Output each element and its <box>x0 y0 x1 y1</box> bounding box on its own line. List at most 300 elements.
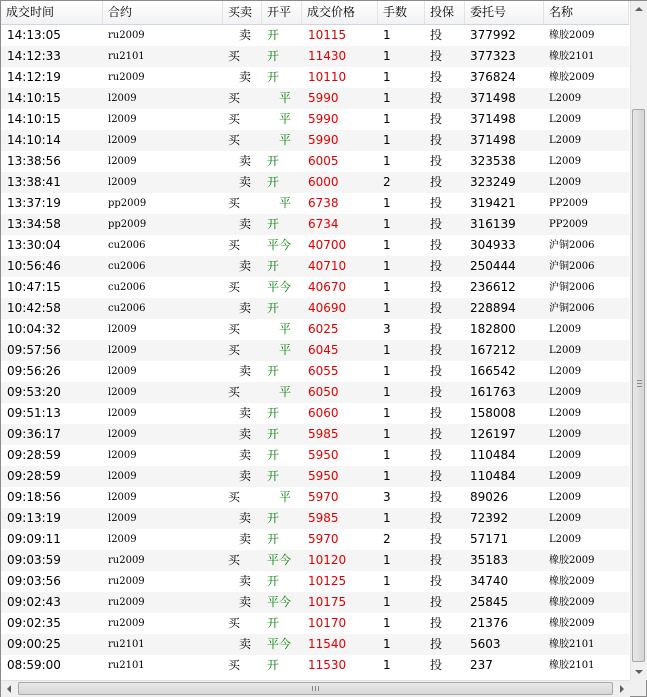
cell-name: L2009 <box>549 513 582 524</box>
column-header-openclose[interactable]: 开平 <box>262 1 302 24</box>
arrow-left-icon <box>7 685 11 693</box>
cell-hedge: 投 <box>430 238 443 252</box>
cell-openclose: 平今 <box>267 637 292 651</box>
cell-side: 卖 <box>239 637 252 651</box>
cell-order-no: 25845 <box>470 595 509 609</box>
cell-time: 14:13:05 <box>7 28 61 42</box>
cell-time: 09:57:56 <box>7 343 61 357</box>
cell-name: 橡胶2009 <box>549 72 595 83</box>
table-row[interactable] <box>1 445 629 466</box>
cell-time: 09:03:56 <box>7 574 61 588</box>
table-row[interactable] <box>1 382 629 403</box>
cell-name: 橡胶2009 <box>549 555 595 566</box>
table-row[interactable] <box>1 655 629 676</box>
table-row[interactable] <box>1 340 629 361</box>
cell-lots: 1 <box>383 616 391 630</box>
cell-name: L2009 <box>549 324 582 335</box>
cell-contract: l2009 <box>108 492 137 503</box>
cell-openclose: 开 <box>267 154 280 168</box>
cell-openclose: 开 <box>267 532 280 546</box>
cell-price: 40710 <box>308 259 347 273</box>
cell-name: 橡胶2101 <box>549 51 595 62</box>
column-header-order-no[interactable]: 委托号 <box>465 1 544 24</box>
cell-hedge: 投 <box>430 427 443 441</box>
table-row[interactable] <box>1 361 629 382</box>
cell-order-no: 377323 <box>470 49 516 63</box>
cell-lots: 1 <box>383 91 391 105</box>
column-header-lots[interactable]: 手数 <box>378 1 425 24</box>
cell-contract: ru2101 <box>108 639 145 650</box>
cell-side: 买 <box>228 553 241 567</box>
cell-hedge: 投 <box>430 91 443 105</box>
cell-order-no: 35183 <box>470 553 509 567</box>
cell-hedge: 投 <box>430 616 443 630</box>
cell-time: 09:51:13 <box>7 406 61 420</box>
cell-price: 10110 <box>308 70 347 84</box>
table-row[interactable] <box>1 466 629 487</box>
cell-name: 沪铜2006 <box>549 282 595 293</box>
cell-side: 卖 <box>239 217 252 231</box>
cell-contract: l2009 <box>108 135 137 146</box>
cell-name: 橡胶2009 <box>549 30 595 41</box>
cell-side: 卖 <box>239 28 252 42</box>
cell-name: 橡胶2101 <box>549 639 595 650</box>
cell-order-no: 376824 <box>470 70 516 84</box>
cell-side: 卖 <box>239 364 252 378</box>
cell-contract: l2009 <box>108 534 137 545</box>
cell-time: 09:09:11 <box>7 532 61 546</box>
cell-openclose: 平 <box>279 343 292 357</box>
cell-time: 09:18:56 <box>7 490 61 504</box>
cell-contract: ru2009 <box>108 618 145 629</box>
cell-name: L2009 <box>549 366 582 377</box>
cell-openclose: 开 <box>267 259 280 273</box>
cell-contract: ru2101 <box>108 51 145 62</box>
cell-order-no: 304933 <box>470 238 516 252</box>
arrow-down-icon <box>635 670 643 674</box>
table-row[interactable] <box>1 151 629 172</box>
cell-contract: pp2009 <box>108 219 147 230</box>
cell-time: 09:56:26 <box>7 364 61 378</box>
scroll-left-button[interactable] <box>1 681 17 697</box>
cell-contract: ru2009 <box>108 555 145 566</box>
vertical-scrollbar[interactable] <box>630 1 647 680</box>
cell-hedge: 投 <box>430 259 443 273</box>
column-header-name[interactable]: 名称 <box>544 1 629 24</box>
table-row[interactable] <box>1 193 629 214</box>
cell-price: 5990 <box>308 133 339 147</box>
grip-icon <box>315 686 316 691</box>
table-row[interactable] <box>1 592 629 613</box>
cell-openclose: 开 <box>267 70 280 84</box>
cell-openclose: 开 <box>267 301 280 315</box>
cell-order-no: 371498 <box>470 91 516 105</box>
cell-name: L2009 <box>549 450 582 461</box>
cell-contract: l2009 <box>108 345 137 356</box>
cell-price: 10115 <box>308 28 347 42</box>
cell-lots: 1 <box>383 112 391 126</box>
cell-hedge: 投 <box>430 217 443 231</box>
cell-time: 09:02:35 <box>7 616 61 630</box>
cell-side: 买 <box>228 112 241 126</box>
cell-order-no: 237 <box>470 658 493 672</box>
cell-openclose: 开 <box>267 49 280 63</box>
cell-openclose: 平今 <box>267 595 292 609</box>
cell-lots: 1 <box>383 70 391 84</box>
cell-openclose: 开 <box>267 364 280 378</box>
cell-hedge: 投 <box>430 553 443 567</box>
cell-hedge: 投 <box>430 637 443 651</box>
table-row[interactable] <box>1 613 629 634</box>
cell-lots: 1 <box>383 238 391 252</box>
cell-lots: 3 <box>383 490 391 504</box>
cell-lots: 1 <box>383 427 391 441</box>
table-row[interactable] <box>1 571 629 592</box>
cell-hedge: 投 <box>430 595 443 609</box>
cell-side: 卖 <box>239 301 252 315</box>
cell-side: 卖 <box>239 532 252 546</box>
cell-openclose: 平 <box>279 91 292 105</box>
cell-contract: l2009 <box>108 471 137 482</box>
column-header-contract[interactable]: 合约 <box>103 1 223 24</box>
cell-time: 14:12:33 <box>7 49 61 63</box>
cell-order-no: 228894 <box>470 301 516 315</box>
cell-price: 40670 <box>308 280 347 294</box>
cell-hedge: 投 <box>430 112 443 126</box>
cell-name: L2009 <box>549 114 582 125</box>
table-row[interactable] <box>1 235 629 256</box>
cell-lots: 1 <box>383 406 391 420</box>
cell-order-no: 89026 <box>470 490 509 504</box>
cell-openclose: 开 <box>267 448 280 462</box>
cell-time: 10:56:46 <box>7 259 61 273</box>
cell-openclose: 平 <box>279 133 292 147</box>
cell-time: 13:30:04 <box>7 238 61 252</box>
cell-hedge: 投 <box>430 343 443 357</box>
cell-order-no: 161763 <box>470 385 516 399</box>
column-header-time[interactable]: 成交时间 <box>1 1 103 24</box>
cell-contract: l2009 <box>108 513 137 524</box>
cell-order-no: 34740 <box>470 574 509 588</box>
table-row[interactable] <box>1 46 629 67</box>
cell-contract: cu2006 <box>108 303 146 314</box>
cell-name: 橡胶2009 <box>549 597 595 608</box>
cell-order-no: 377992 <box>470 28 516 42</box>
cell-price: 6000 <box>308 175 339 189</box>
cell-order-no: 236612 <box>470 280 516 294</box>
cell-side: 买 <box>228 238 241 252</box>
cell-name: 橡胶2101 <box>549 660 595 671</box>
cell-order-no: 110484 <box>470 448 516 462</box>
cell-openclose: 开 <box>267 511 280 525</box>
cell-price: 5990 <box>308 91 339 105</box>
cell-lots: 1 <box>383 196 391 210</box>
cell-hedge: 投 <box>430 574 443 588</box>
arrow-up-icon <box>635 7 643 11</box>
cell-lots: 1 <box>383 217 391 231</box>
cell-time: 09:13:19 <box>7 511 61 525</box>
cell-openclose: 开 <box>267 28 280 42</box>
column-header-side[interactable]: 买卖 <box>223 1 262 24</box>
cell-contract: l2009 <box>108 324 137 335</box>
cell-lots: 1 <box>383 301 391 315</box>
cell-price: 6025 <box>308 322 339 336</box>
cell-price: 6050 <box>308 385 339 399</box>
cell-hedge: 投 <box>430 301 443 315</box>
cell-price: 5985 <box>308 511 339 525</box>
table-row[interactable] <box>1 529 629 550</box>
cell-name: L2009 <box>549 534 582 545</box>
cell-order-no: 110484 <box>470 469 516 483</box>
cell-side: 买 <box>228 385 241 399</box>
arrow-right-icon <box>620 685 624 693</box>
cell-openclose: 平 <box>279 112 292 126</box>
cell-hedge: 投 <box>430 154 443 168</box>
cell-side: 卖 <box>239 406 252 420</box>
cell-name: L2009 <box>549 156 582 167</box>
cell-hedge: 投 <box>430 133 443 147</box>
cell-price: 10120 <box>308 553 347 567</box>
column-header-hedge[interactable]: 投保 <box>425 1 465 24</box>
column-header-price[interactable]: 成交价格 <box>302 1 378 24</box>
cell-side: 买 <box>228 133 241 147</box>
table-row[interactable] <box>1 172 629 193</box>
cell-side: 买 <box>228 91 241 105</box>
cell-openclose: 平 <box>279 385 292 399</box>
cell-side: 买 <box>228 322 241 336</box>
cell-name: 沪铜2006 <box>549 240 595 251</box>
cell-time: 09:03:59 <box>7 553 61 567</box>
cell-price: 11430 <box>308 49 347 63</box>
cell-hedge: 投 <box>430 406 443 420</box>
cell-lots: 1 <box>383 343 391 357</box>
cell-openclose: 开 <box>267 616 280 630</box>
cell-price: 6055 <box>308 364 339 378</box>
cell-side: 卖 <box>239 175 252 189</box>
cell-contract: ru2009 <box>108 30 145 41</box>
cell-time: 13:38:56 <box>7 154 61 168</box>
cell-hedge: 投 <box>430 49 443 63</box>
cell-time: 10:42:58 <box>7 301 61 315</box>
cell-side: 卖 <box>239 574 252 588</box>
cell-side: 买 <box>228 616 241 630</box>
cell-contract: l2009 <box>108 408 137 419</box>
cell-lots: 1 <box>383 133 391 147</box>
cell-time: 13:38:41 <box>7 175 61 189</box>
cell-time: 09:36:17 <box>7 427 61 441</box>
cell-contract: ru2009 <box>108 72 145 83</box>
cell-lots: 1 <box>383 49 391 63</box>
cell-name: L2009 <box>549 93 582 104</box>
cell-price: 5990 <box>308 112 339 126</box>
table-row[interactable] <box>1 424 629 445</box>
cell-price: 40700 <box>308 238 347 252</box>
cell-hedge: 投 <box>430 658 443 672</box>
cell-side: 卖 <box>239 511 252 525</box>
cell-price: 6060 <box>308 406 339 420</box>
cell-order-no: 323538 <box>470 154 516 168</box>
cell-time: 09:28:59 <box>7 469 61 483</box>
cell-order-no: 167212 <box>470 343 516 357</box>
table-row[interactable] <box>1 88 629 109</box>
cell-order-no: 371498 <box>470 112 516 126</box>
table-row[interactable] <box>1 130 629 151</box>
cell-contract: ru2009 <box>108 576 145 587</box>
cell-side: 卖 <box>239 259 252 273</box>
cell-contract: cu2006 <box>108 282 146 293</box>
table-row[interactable] <box>1 298 629 319</box>
table-row[interactable] <box>1 277 629 298</box>
cell-price: 5970 <box>308 532 339 546</box>
cell-order-no: 126197 <box>470 427 516 441</box>
cell-hedge: 投 <box>430 175 443 189</box>
table-row[interactable] <box>1 109 629 130</box>
cell-price: 5985 <box>308 427 339 441</box>
cell-lots: 1 <box>383 574 391 588</box>
cell-openclose: 开 <box>267 469 280 483</box>
cell-name: L2009 <box>549 429 582 440</box>
cell-side: 卖 <box>239 448 252 462</box>
cell-price: 6045 <box>308 343 339 357</box>
table-row[interactable] <box>1 319 629 340</box>
cell-name: 沪铜2006 <box>549 261 595 272</box>
table-body <box>1 25 629 680</box>
table-row[interactable] <box>1 508 629 529</box>
vertical-scroll-thumb[interactable] <box>632 109 645 662</box>
cell-order-no: 250444 <box>470 259 516 273</box>
cell-contract: l2009 <box>108 156 137 167</box>
grip-icon <box>637 386 642 387</box>
cell-lots: 1 <box>383 28 391 42</box>
cell-name: PP2009 <box>549 198 588 209</box>
cell-contract: l2009 <box>108 114 137 125</box>
cell-order-no: 182800 <box>470 322 516 336</box>
cell-openclose: 平今 <box>267 553 292 567</box>
cell-openclose: 平 <box>279 490 292 504</box>
cell-contract: cu2006 <box>108 240 146 251</box>
cell-lots: 1 <box>383 448 391 462</box>
cell-contract: ru2101 <box>108 660 145 671</box>
table-row[interactable] <box>1 214 629 235</box>
table-row[interactable] <box>1 67 629 88</box>
cell-time: 09:02:43 <box>7 595 61 609</box>
cell-time: 10:04:32 <box>7 322 61 336</box>
horizontal-scroll-thumb[interactable] <box>18 682 613 695</box>
cell-order-no: 57171 <box>470 532 509 546</box>
cell-time: 13:34:58 <box>7 217 61 231</box>
cell-contract: l2009 <box>108 366 137 377</box>
cell-time: 14:10:14 <box>7 133 61 147</box>
table-row[interactable] <box>1 25 629 46</box>
cell-side: 买 <box>228 49 241 63</box>
cell-side: 卖 <box>239 469 252 483</box>
cell-openclose: 平今 <box>267 280 292 294</box>
cell-openclose: 平 <box>279 196 292 210</box>
cell-price: 6734 <box>308 217 339 231</box>
cell-lots: 1 <box>383 553 391 567</box>
cell-side: 买 <box>228 658 241 672</box>
cell-openclose: 平今 <box>267 238 292 252</box>
cell-contract: l2009 <box>108 387 137 398</box>
scrollbar-corner <box>630 680 646 696</box>
cell-side: 买 <box>228 343 241 357</box>
cell-order-no: 21376 <box>470 616 509 630</box>
cell-order-no: 323249 <box>470 175 516 189</box>
table-row[interactable] <box>1 634 629 655</box>
cell-lots: 1 <box>383 658 391 672</box>
cell-name: 橡胶2009 <box>549 618 595 629</box>
cell-price: 5970 <box>308 490 339 504</box>
cell-hedge: 投 <box>430 280 443 294</box>
cell-lots: 2 <box>383 532 391 546</box>
cell-hedge: 投 <box>430 448 443 462</box>
cell-hedge: 投 <box>430 196 443 210</box>
cell-price: 5950 <box>308 448 339 462</box>
table-row[interactable] <box>1 487 629 508</box>
cell-openclose: 开 <box>267 406 280 420</box>
cell-name: L2009 <box>549 471 582 482</box>
cell-contract: l2009 <box>108 93 137 104</box>
cell-hedge: 投 <box>430 322 443 336</box>
table-row[interactable] <box>1 256 629 277</box>
cell-name: L2009 <box>549 387 582 398</box>
cell-order-no: 158008 <box>470 406 516 420</box>
cell-lots: 1 <box>383 511 391 525</box>
cell-openclose: 开 <box>267 175 280 189</box>
cell-lots: 1 <box>383 469 391 483</box>
cell-time: 13:37:19 <box>7 196 61 210</box>
scroll-right-button[interactable] <box>614 681 630 697</box>
cell-price: 10175 <box>308 595 347 609</box>
cell-name: L2009 <box>549 135 582 146</box>
grip-icon <box>637 383 642 384</box>
cell-contract: l2009 <box>108 450 137 461</box>
scroll-up-button[interactable] <box>631 1 647 17</box>
grip-icon <box>318 686 319 691</box>
horizontal-scrollbar[interactable] <box>1 680 630 697</box>
cell-openclose: 平 <box>279 322 292 336</box>
cell-hedge: 投 <box>430 364 443 378</box>
cell-name: L2009 <box>549 177 582 188</box>
cell-contract: ru2009 <box>108 597 145 608</box>
cell-contract: pp2009 <box>108 198 147 209</box>
scroll-down-button[interactable] <box>631 664 647 680</box>
cell-openclose: 开 <box>267 217 280 231</box>
cell-price: 5950 <box>308 469 339 483</box>
cell-hedge: 投 <box>430 28 443 42</box>
cell-name: PP2009 <box>549 219 588 230</box>
cell-time: 08:59:00 <box>7 658 61 672</box>
cell-order-no: 72392 <box>470 511 509 525</box>
cell-contract: l2009 <box>108 177 137 188</box>
cell-side: 卖 <box>239 427 252 441</box>
cell-price: 6005 <box>308 154 339 168</box>
cell-price: 40690 <box>308 301 347 315</box>
cell-side: 买 <box>228 196 241 210</box>
table-row[interactable] <box>1 550 629 571</box>
cell-price: 11540 <box>308 637 347 651</box>
grip-icon <box>637 380 642 381</box>
cell-order-no: 316139 <box>470 217 516 231</box>
cell-lots: 1 <box>383 385 391 399</box>
cell-hedge: 投 <box>430 70 443 84</box>
cell-name: 橡胶2009 <box>549 576 595 587</box>
cell-order-no: 371498 <box>470 133 516 147</box>
cell-side: 卖 <box>239 70 252 84</box>
table-row[interactable] <box>1 403 629 424</box>
cell-hedge: 投 <box>430 490 443 504</box>
cell-openclose: 开 <box>267 574 280 588</box>
